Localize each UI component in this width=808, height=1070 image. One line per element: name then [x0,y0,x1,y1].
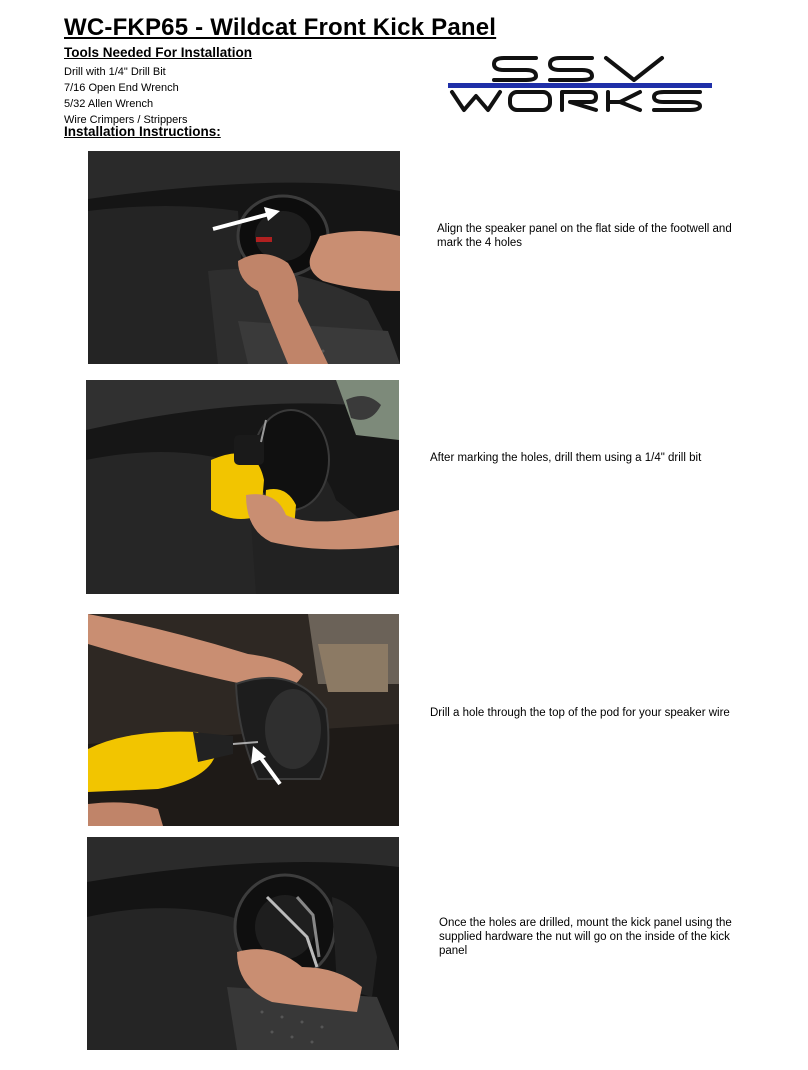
tool-item: 7/16 Open End Wrench [64,82,179,94]
step-4-text: Once the holes are drilled, mount the kick panel using the supplied hardware the nut will go on the inside of the kick panel [439,917,732,957]
instructions-heading: Installation Instructions: [64,124,221,139]
step-4-photo [87,837,399,1050]
step-3-text: Drill a hole through the top of the pod for your speaker wire [430,707,730,719]
step-1-text: Align the speaker panel on the flat side of the footwell and mark the 4 holes [437,223,732,249]
step-3-photo [88,614,399,826]
tool-item: 5/32 Allen Wrench [64,98,154,110]
step-2-text: After marking the holes, drill them using a 1/4" drill bit [430,452,702,464]
tools-list [64,64,187,128]
step-2-photo [86,380,399,594]
logo-accent-bar [448,83,712,88]
ssv-works-logo [444,52,716,114]
tool-item: Drill with 1/4" Drill Bit [64,66,166,78]
step-1-photo [88,151,400,364]
tool-item: Wire Crimpers / Strippers [64,114,188,126]
page-title: WC-FKP65 - Wildcat Front Kick Panel [64,14,497,41]
tools-heading: Tools Needed For Installation [64,45,253,60]
